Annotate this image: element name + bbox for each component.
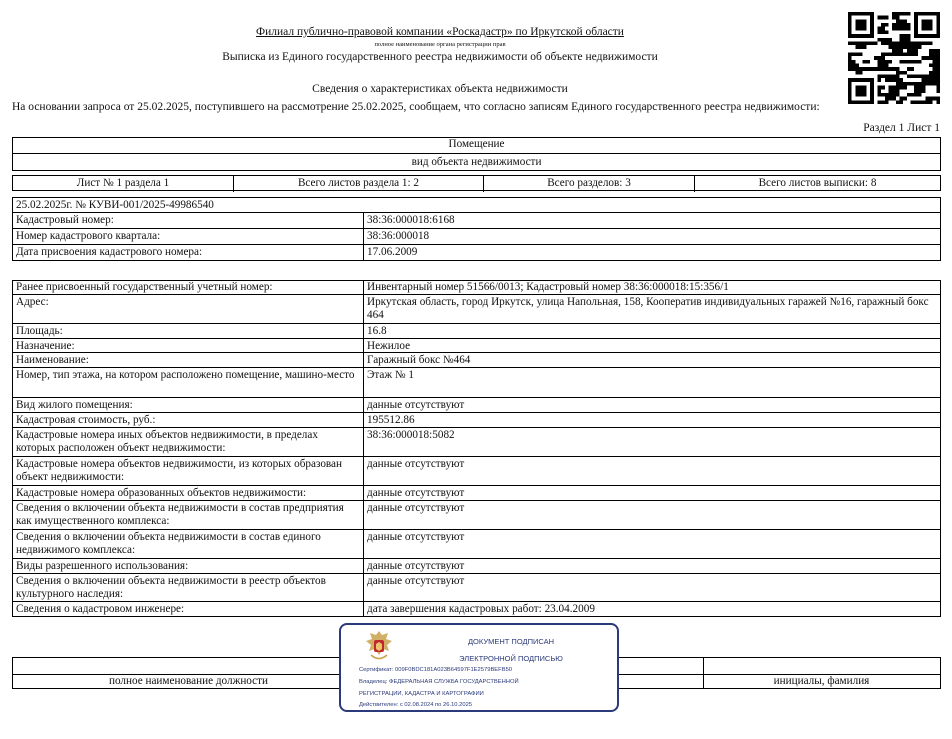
row-label: Виды разрешенного использования: <box>13 559 364 573</box>
row-label: Номер, тип этажа, на котором расположено помещение, машино-место <box>13 368 364 397</box>
row-label: Назначение: <box>13 339 364 352</box>
sheet-total-section: Всего листов раздела 1: 2 <box>234 176 484 192</box>
row-label: Кадастровая стоимость, руб.: <box>13 413 364 427</box>
document-title: Выписка из Единого государственного реестра недвижимости об объекте недвижимости <box>222 51 658 63</box>
table-row <box>12 501 941 530</box>
table-row <box>12 353 941 368</box>
org-name: Филиал публично-правовой компании «Роскадастр» по Иркутской области <box>256 26 624 38</box>
object-type-value: Помещение <box>448 138 505 150</box>
table-row <box>12 457 941 486</box>
row-label: Сведения о включении объекта недвижимости в реестр объектов культурного наследия: <box>13 574 364 601</box>
row-label: Дата присвоения кадастрового номера: <box>13 245 364 260</box>
name-caption: инициалы, фамилия <box>773 675 870 687</box>
row-value: Нежилое <box>367 340 411 352</box>
table-row <box>12 280 941 295</box>
section-reference: Раздел 1 Лист 1 <box>863 122 940 134</box>
row-value: данные отсутствуют <box>367 502 465 514</box>
table-row <box>12 602 941 617</box>
row-label: Наименование: <box>13 353 364 367</box>
table-row <box>12 413 941 428</box>
table-row <box>12 245 941 261</box>
table-row <box>12 398 941 413</box>
intro-text: На основании запроса от 25.02.2025, поступившего на рассмотрение 25.02.2025, сообщаем, что согласно записям Единого государственного реестра недвижимости: <box>12 101 820 113</box>
row-label: Кадастровые номера объектов недвижимости, из которых образован объект недвижимости: <box>13 457 364 485</box>
rosreestr-emblem-icon <box>363 628 395 666</box>
table-row <box>12 428 941 457</box>
stamp-title-2: ЭЛЕКТРОННОЙ ПОДПИСЬЮ <box>459 654 563 663</box>
row-value: 195512.86 <box>367 414 415 426</box>
stamp-owner-2: РЕГИСТРАЦИИ, КАДАСТРА И КАРТОГРАФИИ <box>359 691 484 697</box>
row-value: данные отсутствуют <box>367 575 465 587</box>
row-value: 38:36:000018:6168 <box>367 214 455 226</box>
row-label: Сведения о включении объекта недвижимости в состав предприятия как имущественного комплекса: <box>13 501 364 529</box>
record-date-number: 25.02.2025г. № КУВИ-001/2025-49986540 <box>16 199 214 211</box>
row-value: 17.06.2009 <box>367 246 418 258</box>
row-label: Вид жилого помещения: <box>13 398 364 412</box>
row-value: Этаж № 1 <box>367 369 414 381</box>
table-row <box>12 339 941 353</box>
record-number <box>12 197 941 213</box>
object-type-caption: вид объекта недвижимости <box>12 153 941 171</box>
sheet-number: Лист № 1 раздела 1 <box>13 176 234 192</box>
table-row <box>12 530 941 559</box>
table-row <box>12 324 941 339</box>
sheet-total-extract: Всего листов выписки: 8 <box>758 177 877 189</box>
row-label: Кадастровый номер: <box>13 213 364 228</box>
row-value: 16.8 <box>367 325 387 337</box>
row-value: 38:36:000018 <box>367 230 430 242</box>
table-row <box>12 295 941 324</box>
row-label: Сведения о кадастровом инженере: <box>13 602 364 616</box>
stamp-valid: Действителен: с 02.08.2024 по 26.10.2025 <box>359 702 473 708</box>
row-value: данные отсутствуют <box>367 458 465 470</box>
row-label: Кадастровые номера иных объектов недвижимости, в пределах которых расположен объект недвижимости: <box>13 428 364 456</box>
row-value: данные отсутствуют <box>367 487 465 499</box>
row-value: Иркутская область, город Иркутск, улица Напольная, 158, Кооператив индивидуальных гаражей №16, гаражный бокс 464 <box>367 296 929 321</box>
row-label: Адрес: <box>13 295 364 323</box>
row-value: данные отсутствуют <box>367 560 465 572</box>
stamp-certificate: Сертификат: 009F0BDC181A023B64597F1E2579BEFB50 <box>359 667 513 673</box>
row-value: данные отсутствуют <box>367 531 465 543</box>
sheet-info-row <box>12 175 941 191</box>
row-value: Инвентарный номер 51566/0013; Кадастровый номер 38:36:000018:15:356/1 <box>367 281 729 293</box>
section-title: Сведения о характеристиках объекта недвижимости <box>312 83 568 95</box>
table-row <box>12 368 941 398</box>
row-value: Гаражный бокс №464 <box>367 354 471 366</box>
sheet-total-sections: Всего разделов: 3 <box>484 176 695 192</box>
row-label: Номер кадастрового квартала: <box>13 229 364 244</box>
table-row <box>12 559 941 574</box>
qr-code-icon <box>848 12 940 104</box>
row-label: Площадь: <box>13 324 364 338</box>
org-caption: полное наименование органа регистрации прав <box>374 41 506 48</box>
table-row <box>12 486 941 501</box>
row-label: Ранее присвоенный государственный учетный номер: <box>13 280 364 294</box>
row-value: дата завершения кадастровых работ: 23.04.2009 <box>367 603 595 615</box>
e-signature-stamp <box>339 623 619 712</box>
row-value: данные отсутствуют <box>367 399 465 411</box>
stamp-title-1: ДОКУМЕНТ ПОДПИСАН <box>467 637 555 646</box>
table-row <box>12 229 941 245</box>
row-value: 38:36:000018:5082 <box>367 429 455 441</box>
table-row <box>12 574 941 602</box>
row-label: Кадастровые номера образованных объектов недвижимости: <box>13 486 364 500</box>
stamp-owner-1: Владелец: ФЕДЕРАЛЬНАЯ СЛУЖБА ГОСУДАРСТВЕННОЙ <box>359 679 519 685</box>
position-caption: полное наименование должности <box>108 675 269 687</box>
row-label: Сведения о включении объекта недвижимости в состав единого недвижимого комплекса: <box>13 530 364 558</box>
table-row <box>12 213 941 229</box>
